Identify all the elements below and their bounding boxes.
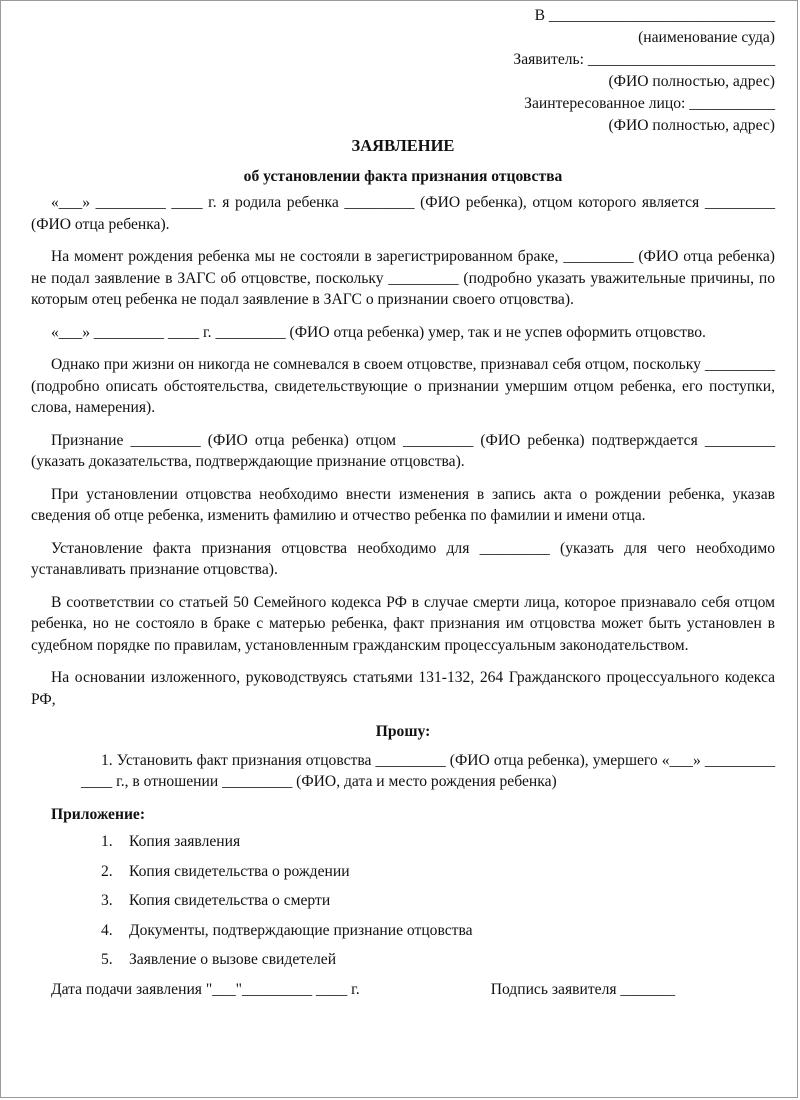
- interested-party-hint: (ФИО полностью, адрес): [608, 117, 775, 134]
- request-item: 1. Установить факт признания отцовства _________ (ФИО отца ребенка), умершего «___» _________ ____ г., в отношении _________ (ФИО, дата и место рождения ребенка): [81, 751, 775, 790]
- applicant-hint: (ФИО полностью, адрес): [608, 73, 775, 90]
- attachment-item: [101, 920, 775, 942]
- paragraph: На основании изложенного, руководствуясь статьями 131-132, 264 Гражданского процессуального кодекса РФ,: [31, 669, 775, 708]
- paragraph: Установление факта признания отцовства необходимо для _________ (указать для чего необходимо устанавливать признание отцовства).: [31, 539, 775, 578]
- attachment-item: [101, 890, 775, 912]
- attachment-number: 1.: [101, 833, 113, 850]
- attachment-item: [101, 949, 775, 971]
- submission-date: Дата подачи заявления "___"_________ ____ г.: [51, 980, 360, 998]
- attachment-text: Заявление о вызове свидетелей: [129, 951, 337, 968]
- attachment-number: 2.: [101, 862, 113, 880]
- document-footer: [51, 979, 775, 1001]
- applicant-signature: Подпись заявителя _______: [490, 980, 675, 998]
- attachment-number: 3.: [101, 892, 113, 909]
- document-subtitle: об установлении факта признания отцовства: [243, 167, 563, 185]
- attachment-text: Копия свидетельства о рождении: [129, 862, 350, 880]
- document-body: [31, 135, 775, 1000]
- attachments-heading: Приложение:: [51, 805, 146, 823]
- request-heading: Прошу:: [375, 723, 431, 740]
- attachment-number: 5.: [101, 951, 113, 968]
- document-title: ЗАЯВЛЕНИЕ: [351, 136, 455, 155]
- paragraph: На момент рождения ребенка мы не состояли в зарегистрированном браке, _________ (ФИО отца ребенка) не подал заявление в ЗАГС об отцовстве, поскольку _________ (подробно указать уважительные причины, по которым отец ребенка не подал заявление в ЗАГС о признании своего отцовства).: [31, 248, 775, 308]
- interested-party-line: Заинтересованное лицо: ___________: [524, 95, 775, 112]
- paragraph: «___» _________ ____ г. _________ (ФИО отца ребенка) умер, так и не успев оформить отцовство.: [51, 323, 706, 341]
- attachment-text: Документы, подтверждающие признание отцовства: [129, 921, 473, 939]
- court-line: В _____________________________: [534, 7, 775, 24]
- paragraph: «___» _________ ____ г. я родила ребенка _________ (ФИО ребенка), отцом которого является _________ (ФИО отца ребенка).: [31, 194, 775, 233]
- paragraph: В соответствии со статьей 50 Семейного кодекса РФ в случае смерти лица, которое признавало себя отцом ребенка, но не состояло в браке с матерью ребенка, факт признания им отцовства может быть установлен в судебном порядке по правилам, установленным гражданским процессуальным законодательством.: [31, 593, 775, 654]
- paragraph: Однако при жизни он никогда не сомневался в своем отцовстве, признавал себя отцом, поскольку _________ (подробно описать обстоятельства, свидетельствующие о признании умершим отцом ребенка, его поступки, слова, намерения).: [31, 356, 775, 416]
- paragraph: При установлении отцовства необходимо внести изменения в запись акта о рождении ребенка, указав сведения об отце ребенка, изменить фамилию и отчество ребенка по фамилии и имени отца.: [31, 485, 775, 524]
- applicant-line: Заявитель: ________________________: [513, 51, 775, 68]
- attachment-number: 4.: [101, 921, 113, 939]
- paragraph: Признание _________ (ФИО отца ребенка) отцом _________ (ФИО ребенка) подтверждается _________ (указать доказательства, подтверждающие признание отцовства).: [31, 431, 775, 470]
- attachment-item: [101, 831, 775, 853]
- attachment-text: Копия свидетельства о смерти: [129, 892, 331, 909]
- attachment-text: Копия заявления: [129, 833, 241, 850]
- document-header: [415, 5, 775, 137]
- court-hint: (наименование суда): [638, 29, 775, 46]
- attachment-item: [101, 861, 775, 883]
